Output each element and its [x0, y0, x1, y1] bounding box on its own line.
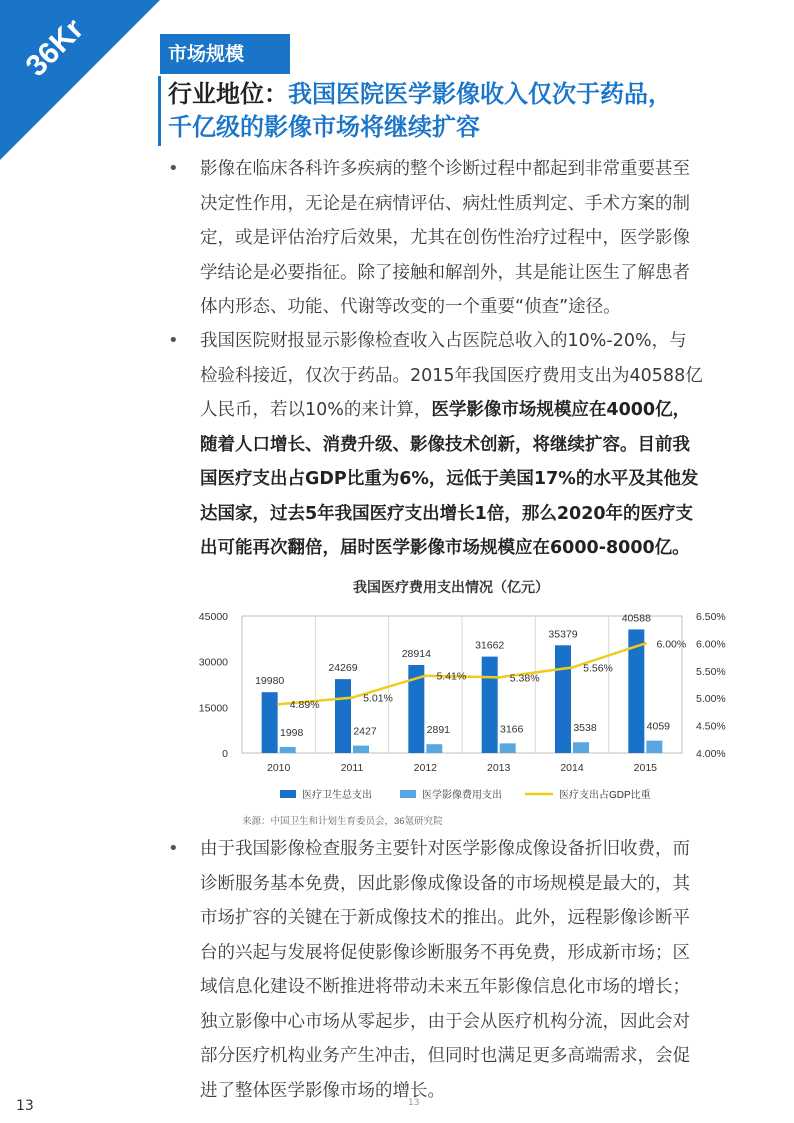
para3-line: 台的兴起与发展将促使影像诊断服务不再免费，形成新市场；区: [200, 942, 690, 963]
bar-total-value-label: 28914: [401, 647, 431, 660]
bar-total-value-label: 31662: [475, 639, 505, 652]
bar-imaging-value-label: 1998: [279, 726, 304, 739]
x-tick-label: 2010: [266, 762, 291, 774]
y-right-tick-label: 5.00%: [696, 693, 726, 706]
bar-imaging-spending: [500, 743, 516, 753]
para1-line: 决定性作用，无论是在病情评估、病灶性质判定、手术方案的制: [200, 193, 690, 214]
x-tick-label: 2011: [340, 762, 364, 774]
bar-total-spending: [555, 645, 571, 753]
y-left-tick-label: 30000: [198, 656, 228, 669]
line-gdp-point: [497, 676, 500, 679]
para2-bold-line: 出可能再次翻倍，届时医学影像市场规模应在6000-8000亿。: [200, 538, 690, 558]
para3-line: 独立影像中心市场从零起步，由于会从医疗机构分流，因此会对: [200, 1011, 690, 1032]
line-gdp-point: [351, 696, 354, 699]
bar-imaging-value-label: 2427: [353, 725, 377, 738]
logo-text: 36Kr: [19, 12, 91, 83]
title-accent-bar: [158, 76, 161, 146]
bullet-list-3: [166, 832, 736, 1108]
bullet-list-1: [166, 152, 736, 325]
chart-title: 我国医疗费用支出情况（亿元）: [353, 579, 549, 595]
bullet-dot: •: [168, 838, 179, 859]
bar-total-value-label: 19980: [255, 675, 285, 688]
line-gdp-value-label: 5.38%: [509, 672, 540, 685]
line-gdp-value-label: 5.01%: [363, 692, 393, 705]
legend-label: 医疗卫生总支出: [302, 790, 372, 801]
para3-line: 域信息化建设不断推进将带动未来五年影像信息化市场的增长；: [200, 977, 690, 997]
bar-total-spending: [335, 679, 351, 753]
bar-imaging-value-label: 2891: [426, 724, 451, 737]
line-gdp-value-label: 5.56%: [583, 662, 613, 675]
page-number: 13: [16, 1098, 34, 1114]
bar-total-spending: [482, 657, 498, 753]
page-title: [168, 78, 768, 144]
page-number-center: 13: [408, 1098, 420, 1108]
legend-label: 医学影像费用支出: [422, 790, 502, 801]
legend-swatch-bar: [400, 790, 416, 798]
para3-line: 市场扩容的关键在于新成像技术的推出。此外，远程影像诊断平: [200, 908, 690, 928]
para3-line: 由于我国影像检查服务主要针对医学影像成像设备折旧收费，而: [200, 839, 690, 859]
y-left-tick-label: 15000: [198, 702, 228, 715]
title-prefix: 行业地位：: [168, 80, 288, 108]
para3-line: 进了整体医学影像市场的增长。: [200, 1080, 445, 1101]
line-gdp-point: [571, 666, 574, 669]
y-right-tick-label: 4.50%: [696, 720, 726, 733]
bar-total-spending: [262, 692, 278, 753]
bar-imaging-spending: [353, 746, 369, 753]
bar-imaging-value-label: 4059: [646, 720, 671, 733]
legend-swatch-bar: [280, 790, 296, 798]
bar-total-value-label: 35379: [548, 628, 578, 641]
para1-line: 影像在临床各科许多疾病的整个诊断过程中都起到非常重要甚至: [200, 159, 690, 179]
legend-label: 医疗支出占GDP比重: [559, 790, 651, 801]
y-right-tick-label: 4.00%: [696, 748, 726, 760]
para1-line: 学结论是必要指征。除了接触和解剖外，其是能让医生了解患者: [200, 262, 690, 283]
para2-bold-line: 达国家，过去5年我国医疗支出增长1倍，那么2020年的医疗支: [200, 503, 694, 524]
y-right-tick-label: 6.00%: [696, 638, 726, 651]
chart-source: 来源：中国卫生和计划生育委员会，36氪研究院: [242, 816, 443, 827]
para2-bold-line: 国医疗支出占GDP比重为6%，远低于美国17%的水平及其他发: [200, 469, 699, 489]
bar-total-value-label: 24269: [328, 662, 358, 675]
y-left-tick-label: 0: [222, 748, 228, 760]
bullet-list-2: [166, 324, 736, 566]
title-line1: 我国医院医学影像收入仅次于药品，: [288, 80, 672, 108]
x-tick-label: 2012: [413, 762, 438, 774]
x-tick-label: 2013: [486, 762, 511, 774]
medical-spending-chart: [160, 570, 740, 835]
x-tick-label: 2014: [560, 762, 584, 774]
para2-line: 我国医院财报显示影像检查收入占医院总收入的10%-20%，与: [200, 331, 687, 351]
para2-line: 检验科接近，仅次于药品。2015年我国医疗费用支出为40588亿: [200, 365, 703, 386]
bullet-paragraph-3: [166, 832, 736, 1108]
chart-container: [160, 570, 740, 835]
bullet-dot: •: [168, 158, 179, 179]
bar-imaging-value-label: 3538: [573, 722, 597, 735]
y-left-tick-label: 45000: [198, 611, 228, 623]
line-gdp-value-label: 6.00%: [656, 638, 687, 651]
bar-imaging-spending: [573, 742, 589, 753]
para2-bold-line: 随着人口增长、消费升级、影像技术创新，将继续扩容。目前我: [200, 434, 690, 455]
bar-imaging-spending: [646, 741, 662, 753]
line-gdp-point: [277, 703, 280, 706]
bullet-paragraph-2: [166, 324, 736, 566]
section-tag: 市场规模: [160, 34, 290, 74]
para1-line: 定，或是评估治疗后效果，尤其在创伤性治疗过程中，医学影像: [200, 228, 690, 248]
bullet-paragraph-1: [166, 152, 736, 325]
line-gdp-point: [424, 674, 427, 677]
y-right-tick-label: 6.50%: [696, 611, 726, 623]
title-line2: 千亿级的影像市场将继续扩容: [168, 113, 480, 141]
para2-line: 人民币，若以10%的来计算，: [200, 400, 432, 420]
bar-imaging-value-label: 3166: [499, 723, 524, 736]
para1-line: 体内形态、功能、代谢等改变的一个重要“侦查”途径。: [200, 297, 621, 317]
para3-line: 诊断服务基本免费，因此影像成像设备的市场规模是最大的，其: [200, 873, 690, 894]
x-tick-label: 2015: [633, 762, 658, 774]
bar-imaging-spending: [426, 744, 442, 753]
bar-total-value-label: 40588: [621, 612, 651, 625]
bullet-dot: •: [168, 330, 179, 351]
line-gdp-value-label: 5.41%: [436, 670, 467, 683]
para2-bold: 医学影像市场规模应在4000亿，: [431, 400, 691, 420]
logo-36kr: [0, 0, 160, 160]
y-right-tick-label: 5.50%: [696, 665, 726, 678]
para3-line: 部分医疗机构业务产生冲击，但同时也满足更多高端需求，会促: [200, 1046, 690, 1066]
line-gdp-point: [644, 642, 647, 645]
bar-imaging-spending: [280, 747, 296, 753]
line-gdp-value-label: 4.89%: [289, 699, 320, 712]
